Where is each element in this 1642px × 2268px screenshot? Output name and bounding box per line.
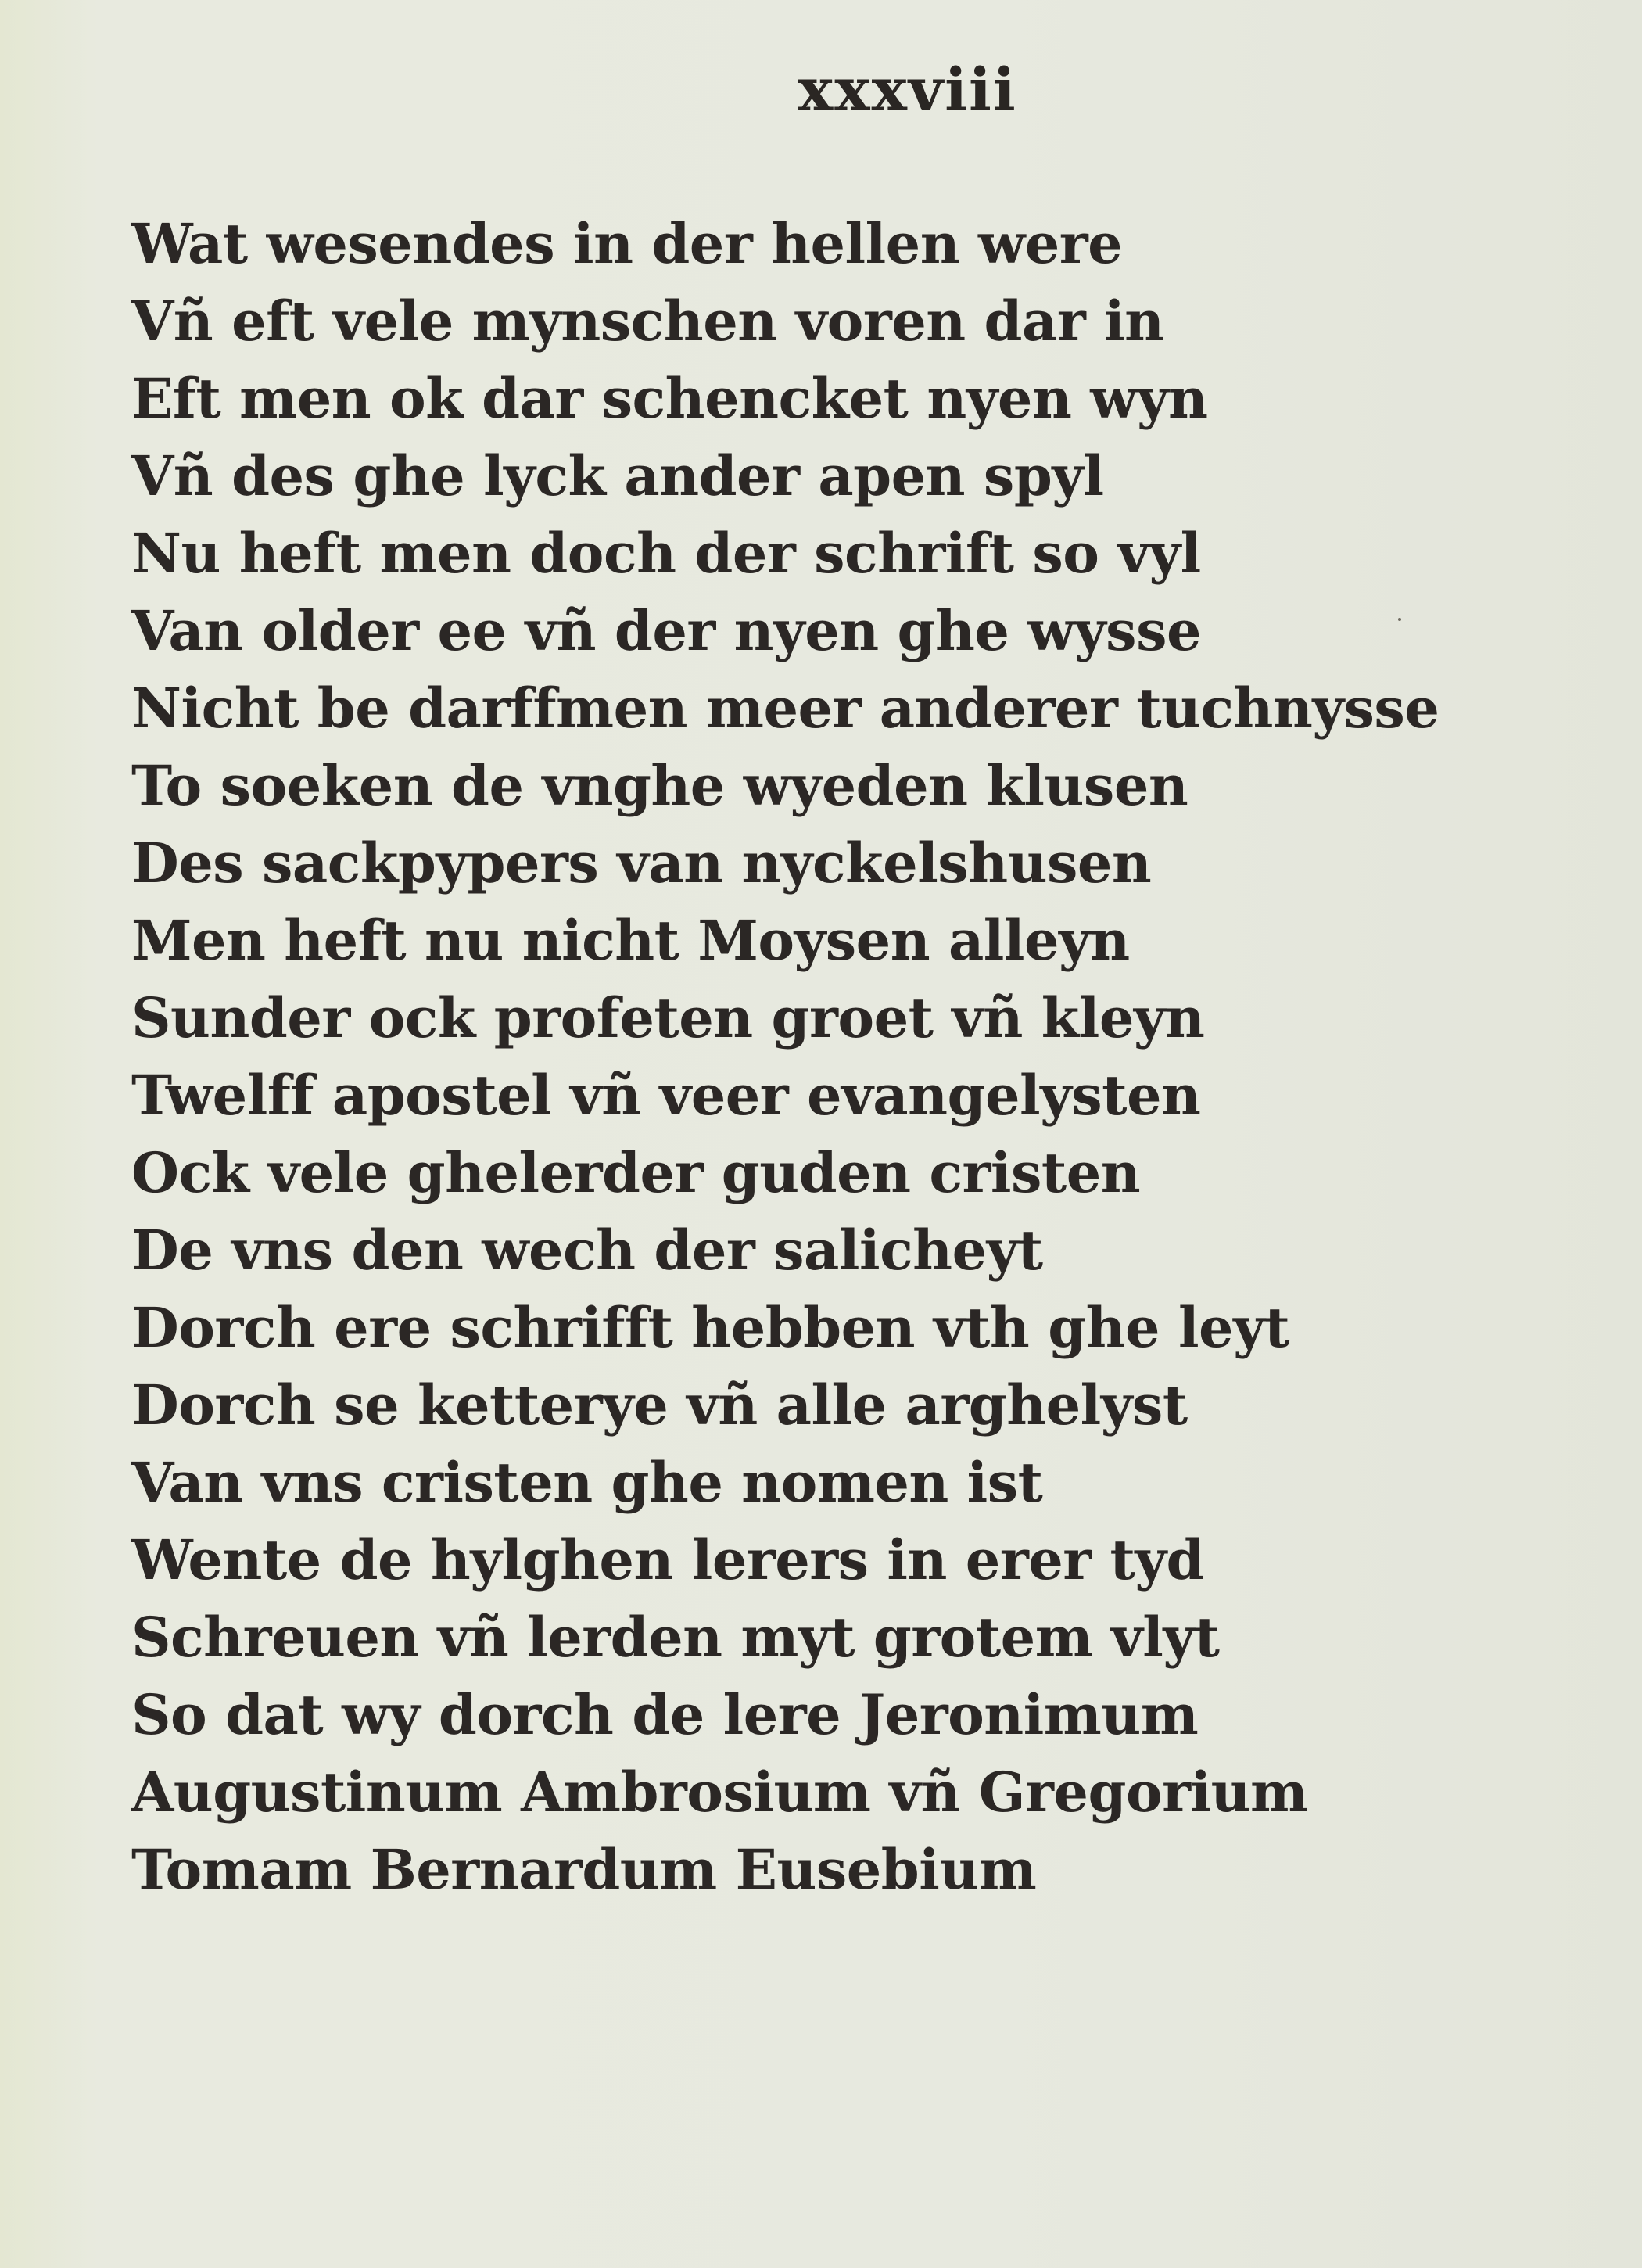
- verse-line: Dorch ere schrifft hebben vth ghe leyt: [131, 1295, 1290, 1360]
- verse-line: Augustinum Ambrosium vñ Gregorium: [131, 1760, 1308, 1825]
- verse-line: Men heft nu nicht Moysen alleyn: [131, 908, 1130, 973]
- verse-line: Wente de hylghen lerers in erer tyd: [131, 1527, 1204, 1592]
- verse-line: Schreuen vñ lerden myt grotem vlyt: [131, 1605, 1220, 1670]
- paper-speck: [1398, 618, 1401, 621]
- verse-line: Van older ee vñ der nyen ghe wysse: [131, 598, 1202, 663]
- verse-line: Tomam Bernardum Eusebium: [131, 1837, 1037, 1902]
- verse-text: [131, 205, 1523, 1908]
- verse-line: Eft men ok dar schencket nyen wyn: [131, 366, 1208, 431]
- verse-line: Sunder ock profeten groet vñ kleyn: [131, 985, 1205, 1050]
- verse-line: To soeken de vnghe wyeden klusen: [131, 753, 1188, 818]
- verse-line: Twelff apostel vñ veer evangelysten: [131, 1063, 1201, 1128]
- verse-line: Nu heft men doch der schrift so vyl: [131, 521, 1201, 586]
- verse-line: Vñ eft vele mynschen voren dar in: [131, 289, 1164, 353]
- folio-number: xxxviii: [798, 55, 1017, 124]
- verse-line: Des sackpypers van nyckelshusen: [131, 831, 1152, 895]
- verse-line: Ock vele ghelerder guden cristen: [131, 1140, 1141, 1205]
- verse-line: De vns den wech der salicheyt: [131, 1218, 1043, 1283]
- verse-line: Dorch se ketterye vñ alle arghelyst: [131, 1373, 1188, 1437]
- verse-line: Nicht be darffmen meer anderer tuchnysse: [131, 676, 1439, 741]
- verse-line: Vñ des ghe lyck ander apen spyl: [131, 443, 1104, 508]
- verse-line: So dat wy dorch de lere Jeronimum: [131, 1682, 1199, 1747]
- verse-line: Van vns cristen ghe nomen ist: [131, 1450, 1043, 1515]
- verse-line: Wat wesendes in der hellen were: [131, 211, 1123, 276]
